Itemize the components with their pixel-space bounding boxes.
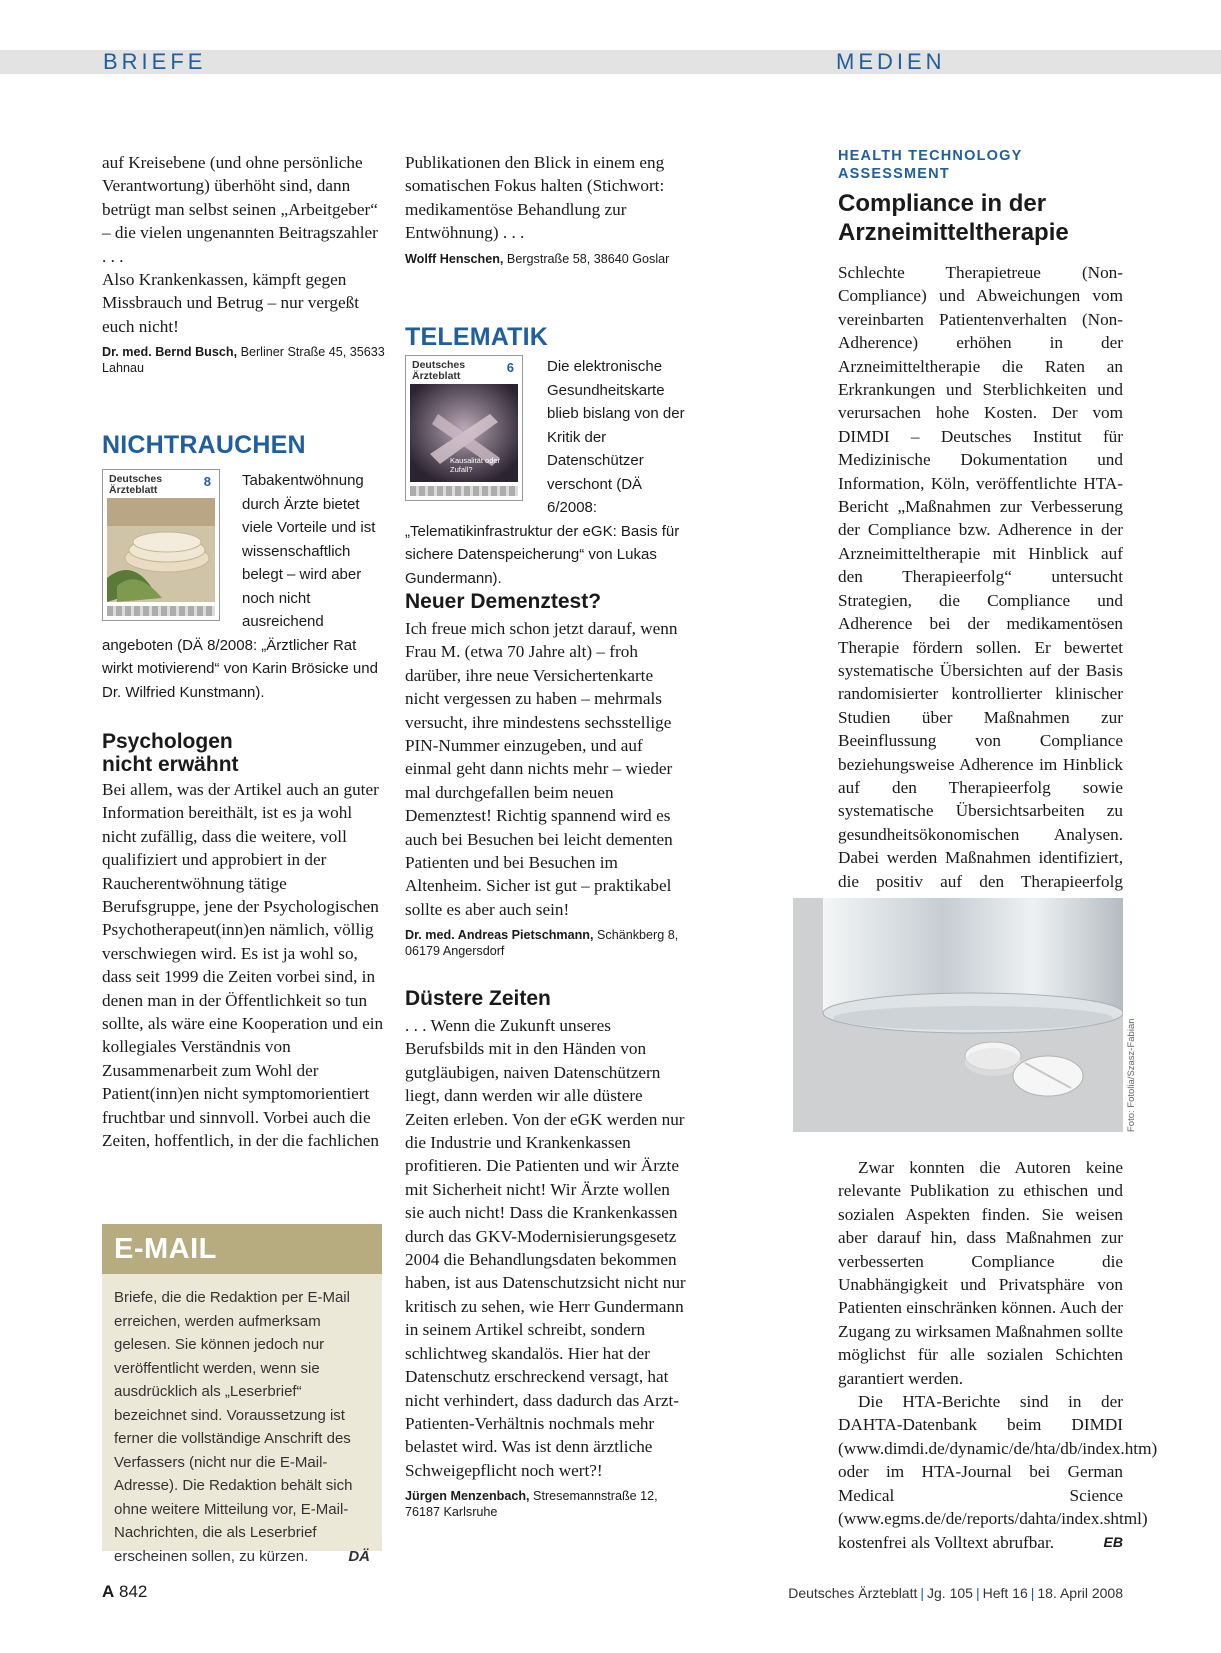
email-text: Briefe, die die Redaktion per E-Mail erreichen, werden aufmerksam gelesen. Sie können jedoch nur veröffentlicht werden, wenn sie ausdrücklich als „Leserbrief“ bezeichnet sind. Voraussetzung ist ferner die vollständige Anschrift des Verfassers (nicht nur die E-Mail-Adresse). Die Redaktion behält sich ohne weitere Mitteilung vor, E-Mail-Nachrichten, die als Leserbrief erscheinen sollen, zu kürzen. DÄ — [102, 1274, 382, 1568]
cover-number: 6 — [506, 360, 514, 375]
telematik-section — [405, 323, 689, 590]
article-text: Zwar konnten die Autoren keine relevante Publikation zu ethischen und sozialen Aspekten finden. Sie weisen aber darauf hin, dass Maßnahmen zur verbesserten Compliance die Unabhängigkeit und Privatsphäre von Patienten einschränken können. Auch der Zugang zu wirksamen Maßnahmen sollte möglichst für alle sozialen Schichten garantiert werden. — [838, 1158, 1123, 1388]
page-number: A 842 — [102, 1582, 148, 1601]
letter-heading: Neuer Demenztest? — [405, 590, 602, 613]
article-title: Compliance in der Arzneimitteltherapie — [838, 190, 1069, 246]
section-label-briefe: BRIEFE — [103, 49, 207, 74]
hta-article-continued — [838, 1156, 1158, 1554]
article-text-links: Die HTA-Berichte sind in der DAHTA-Datenbank beim DIMDI (www.dimdi.de/dynamic/de/hta/db/index.htm) oder im HTA-Journal bei German Medical Science (www.egms.de/de/reports/dahta/index.shtml) kostenfrei als Volltext abrufbar. EB — [838, 1390, 1123, 1554]
article-kicker: HEALTH TECHNOLOGY ASSESSMENT — [838, 148, 1023, 182]
section-label-medien: MEDIEN — [836, 49, 946, 74]
section-heading: NICHTRAUCHEN — [102, 431, 306, 459]
cover-line: Kausalität oder Zufall? — [450, 456, 501, 474]
letter-continuation-2: Also Krankenkassen, kämpft gegen Missbrauch und Betrug – nur vergeßt euch nicht! — [102, 270, 359, 336]
letter-text: Bei allem, was der Artikel auch an guter Information bereithält, ist es ja wohl nicht zufällig, dass die weitere, voll qualifiziert und approbiert in der Raucherentwöhnung tätige Berufsgruppe, jene der Psychologischen Psychotherapeut(inn)en nämlich, völlig verschwiegen wird. Es ist ja wohl so, dass seit 1999 die Zeiten vorbei sind, in denen man in der Öffentlichkeit so tun sollte, als wäre eine Kooperation und ein kollegiales Verständnis von Zusammenarbeit zum Wohl der Patient(inn)en nicht symptomorientiert fruchtbar und sinnvoll. Vorbei auch die Zeiten, hoffentlich, in der die fachlichen — [102, 780, 384, 1151]
nichtrauchen-section — [102, 431, 386, 704]
letter-continuation: Publikationen den Blick in einem eng somatischen Fokus halten (Stichwort: medikamentöse Behandlung zur Entwöhnung) . . . — [405, 153, 665, 243]
letter-continuation: auf Kreisebene (und ohne persönliche Verantwortung) überhöht sind, dann betrügt man selbst seinen „Arbeitgeber“ – die vielen ungenannten Beitragszahler . . . — [102, 153, 378, 266]
magazine-cover — [405, 355, 523, 501]
cover-text-strip — [107, 606, 215, 616]
letter-text: Ich freue mich schon jetzt darauf, wenn Frau M. (etwa 70 Jahre alt) – froh darüber, ihre neue Versichertenkarte nicht vergessen zu haben – mehrmals versucht, ihre mindestens sechsstellige PIN-Nummer einzugeben, und auf einmal geht dann nichts mehr – wieder mal durchgefallen beim neuen Demenztest! Richtig spannend wird es auch bei Besuchen bei leicht dementen Patienten und bei Besuchen im Altenheim. Sicher ist gut – praktikabel sollte es aber auch sein! — [405, 619, 678, 919]
cover-image — [107, 498, 215, 602]
column-2 — [405, 151, 689, 267]
psychologen-section — [102, 730, 386, 1153]
signature: Jürgen Menzenbach, Stresemannstraße 12, 76187 Karlsruhe — [405, 1489, 658, 1520]
email-box — [102, 1224, 382, 1565]
signature: Wolff Henschen, Bergstraße 58, 38640 Goslar — [405, 251, 670, 266]
photo-credit: Foto: Fotolia/Szasz-Fabian — [1126, 1018, 1137, 1132]
article-teaser: Die elektronische Gesundheitskarte blieb bislang von der Kritik der Datenschützer verschont (DÄ 6/2008: „Telematikinfrastruktur der eGK: Basis für sichere Datenspeicherung“ von Lukas Gundermann). — [405, 358, 685, 587]
column-1 — [102, 151, 386, 376]
journal-info: Deutsches Ärzteblatt | Jg. 105 | Heft 16 | 18. April 2008 — [788, 1585, 1123, 1601]
article-teaser: Tabakentwöhnung durch Ärzte bietet viele Vorteile und ist wissenschaftlich belegt – wird aber noch nicht ausreichend angeboten (DÄ 8/2008: „Ärztlicher Rat wirkt motivierend“ von Karin Brösicke und Dr. Wilfried Kunstmann). — [102, 472, 378, 701]
cover-text-strip — [410, 486, 518, 496]
letter-heading: Psychologen nicht erwähnt — [102, 730, 239, 776]
demenztest-section — [405, 590, 689, 959]
email-tag: DÄ — [348, 1547, 370, 1565]
letter-heading: Düstere Zeiten — [405, 987, 551, 1010]
signature: Dr. med. Andreas Pietschmann, Schänkberg 8, 06179 Angersdorf — [405, 928, 679, 959]
glass-and-pills-image — [793, 898, 1123, 1132]
cover-logo: Deutsches Ärzteblatt — [412, 359, 466, 382]
magazine-cover — [102, 469, 220, 621]
letter-text: . . . Wenn die Zukunft unseres Berufsbilds mit in den Händen von gutgläubigen, naiven Datenschützern liegt, dann werden wir alle düstere Zeiten erleben. Von der eGK werden nur die Industrie und Krankenkassen profitieren. Die Patienten und wir Ärzte mit Sicherheit nicht! Wir Ärzte wollen sie auch nicht! Dass die Krankenkassen durch das GKV-Modernisierungsgesetz 2004 die Behandlungsdaten bekommen haben, ist aus Datenschutzsicht nicht nur kritisch zu sehen, wie Herr Gundermann in seinem Artikel schreibt, sondern schlichtweg skandalös. Hier hat der Datenschutz erschreckend versagt, hat nicht verhindert, dass dadurch das Arzt-Patienten-Verhältnis nochmals mehr belastet wird. Was ist denn ärztliche Schweigepflicht noch wert?! — [405, 1016, 686, 1480]
cover-logo: Deutsches Ärzteblatt — [109, 473, 163, 496]
section-heading: TELEMATIK — [405, 323, 548, 351]
author-tag: EB — [1103, 1533, 1123, 1550]
duestere-zeiten-section — [405, 987, 689, 1520]
plates-image — [107, 498, 215, 602]
cover-number: 8 — [203, 474, 211, 489]
signature: Dr. med. Bernd Busch, Berliner Straße 45, 35633 Lahnau — [102, 345, 385, 376]
hta-article — [838, 147, 1123, 916]
article-text: Schlechte Therapietreue (Non-Compliance) und Abweichungen vom vereinbarten Patientenverhalten (Non-Adherence) erhöhen in der Arzneimitteltherapie die Raten an Erkrankungen und Sterblichkeiten und verursachen hohe Kosten. Der vom DIMDI – Deutsches Institut für Medizinische Dokumentation und Information, Köln, veröffentlichte HTA-Bericht „Maßnahmen zur Verbesserung der Compliance bzw. Adherence in der Arzneimitteltherapie mit Hinblick auf den Therapieerfolg“ untersucht Strategien, die Compliance und Adherence bei der medikamentösen Therapie fördern sollen. Er bewertet systematische Übersichten auf der Basis randomisierter kontrollierter klinischer Studien über Maßnahmen zur Beeinflussung von Compliance beziehungsweise Adherence im Hinblick auf den Therapieerfolg sowie systematische Übersichtsarbeiten zu gesundheitsökonomischen Analysen. Dabei werden Maßnahmen identifiziert, die positiv auf den Therapieerfolg — [838, 263, 1123, 891]
email-heading: E-MAIL — [102, 1224, 382, 1274]
pills-photo — [793, 898, 1123, 1132]
